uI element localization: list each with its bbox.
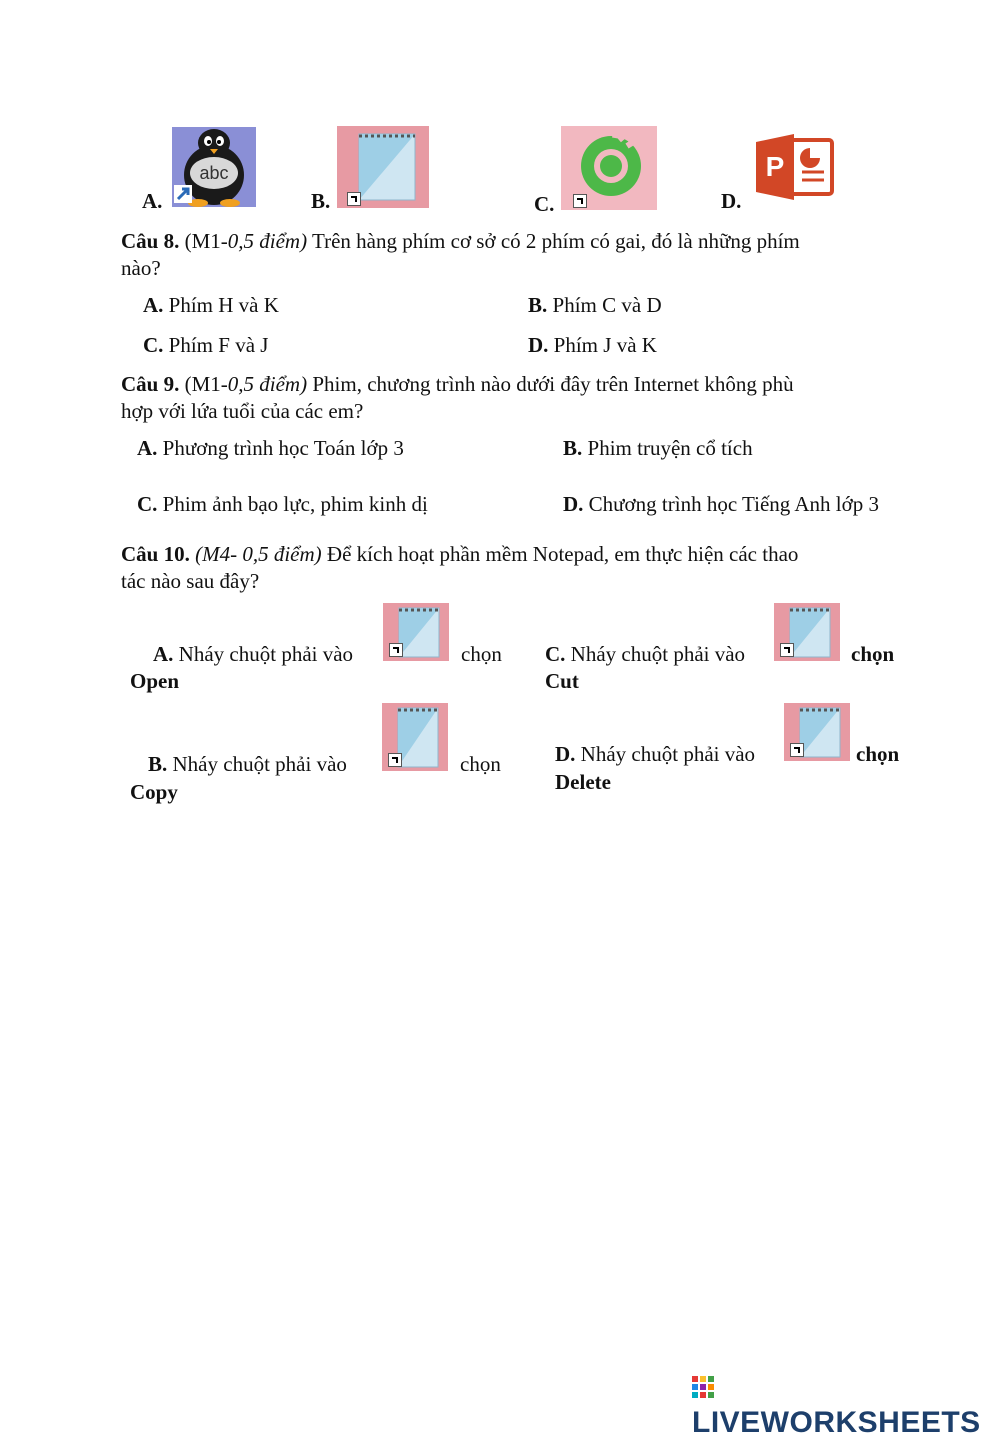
q7-option-c-letter: C. <box>534 192 555 216</box>
q9-option-c[interactable]: C. Phim ảnh bạo lực, phim kinh dị <box>137 492 428 516</box>
q9-prompt-line1: Câu 9. (M1-0,5 điểm) Phim, chương trình nào dưới đây trên Internet không phù <box>121 372 794 396</box>
q7-option-b-letter: B. <box>311 189 331 213</box>
q8-option-c[interactable]: C. Phím F và J <box>143 333 269 357</box>
q10-prompt-line2: tác nào sau đây? <box>121 569 260 593</box>
q10-option-c-choose: chọn <box>851 642 895 666</box>
svg-text:P: P <box>765 151 785 182</box>
liveworksheets-mark-icon <box>692 1376 714 1398</box>
q10-option-c-action: Cut <box>545 669 579 693</box>
notepad-icon[interactable] <box>337 126 429 208</box>
q8-option-d[interactable]: D. Phím J và K <box>528 333 657 357</box>
q10-option-a-choose: chọn <box>461 642 502 666</box>
notepad-icon[interactable] <box>382 703 448 771</box>
q9-option-d[interactable]: D. Chương trình học Tiếng Anh lớp 3 <box>563 492 879 516</box>
q9-option-b[interactable]: B. Phim truyện cổ tích <box>563 436 753 460</box>
q8-prompt-line1: Câu 8. (M1-0,5 điểm) Trên hàng phím cơ sở có 2 phím có gai, đó là những phím <box>121 229 800 253</box>
q7-option-d-letter: D. <box>721 189 742 213</box>
coccoc-browser-icon[interactable] <box>561 126 657 210</box>
q10-option-c[interactable]: C. Nháy chuột phải vào <box>545 642 746 666</box>
q9-prompt-line2: hợp với lứa tuổi của các em? <box>121 399 364 423</box>
q10-option-a[interactable]: A. Nháy chuột phải vào <box>153 642 354 666</box>
notepad-icon[interactable] <box>774 603 840 661</box>
q10-option-d-choose: chọn <box>856 742 900 766</box>
q10-option-b-action: Copy <box>130 780 178 804</box>
q8-prompt-line2: nào? <box>121 256 161 280</box>
powerpoint-icon[interactable] <box>754 132 834 202</box>
q10-option-d-action: Delete <box>555 770 611 794</box>
q8-option-b[interactable]: B. Phím C và D <box>528 293 662 317</box>
q10-option-d[interactable]: D. Nháy chuột phải vào <box>555 742 756 766</box>
q10-option-a-action: Open <box>130 669 180 693</box>
penguin-abc-icon[interactable] <box>172 127 256 207</box>
notepad-icon[interactable] <box>784 703 850 761</box>
liveworksheets-logo[interactable] <box>692 1372 1000 1440</box>
q8-option-a[interactable]: A. Phím H và K <box>143 293 279 317</box>
svg-text:abc: abc <box>199 163 229 183</box>
q10-option-b-choose: chọn <box>460 752 501 776</box>
q7-option-a-letter: A. <box>142 189 163 213</box>
q10-option-b[interactable]: B. Nháy chuột phải vào <box>148 752 347 776</box>
q10-prompt-line1: Câu 10. (M4- 0,5 điểm) Để kích hoạt phần mềm Notepad, em thực hiện các thao <box>121 542 799 566</box>
liveworksheets-brand: LIVEWORKSHEETS <box>692 1406 981 1439</box>
notepad-icon[interactable] <box>383 603 449 661</box>
q9-option-a[interactable]: A. Phương trình học Toán lớp 3 <box>137 436 404 460</box>
